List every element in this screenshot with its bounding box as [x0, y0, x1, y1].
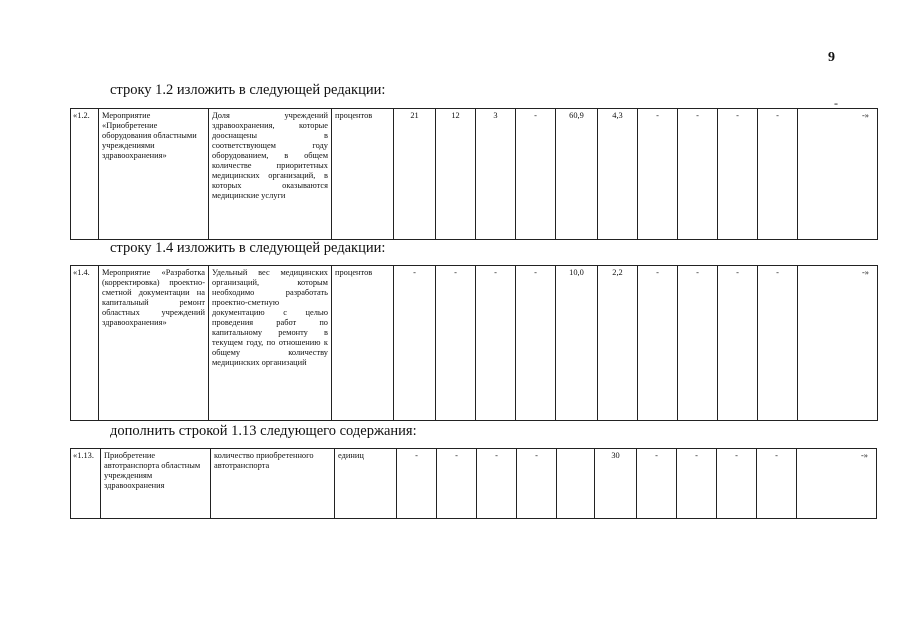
value-cell: -	[436, 266, 476, 421]
indicator-cell: Доля учреждений здравоохранения, которые дооснащены в соответствующем году оборудованием, в общем количестве приоритетных медицинских организаций, в которых оказываются медицинские услуги	[209, 109, 332, 240]
row-number: «1.4.	[71, 266, 99, 421]
unit-cell: единиц	[335, 449, 397, 519]
table-row	[71, 109, 878, 240]
page-number: 9	[828, 50, 835, 65]
value-cell: 21	[394, 109, 436, 240]
event-name-cell: Мероприятие «Приобретение оборудования областными учреждениями здравоохранения»	[99, 109, 209, 240]
value-cell: 10,0	[556, 266, 598, 421]
event-name-cell: Приобретение автотранспорта областным учреждениям здравоохранения	[101, 449, 211, 519]
value-cell: -	[638, 266, 678, 421]
value-cell: 3	[476, 109, 516, 240]
amendment-table	[70, 265, 878, 421]
value-cell: -»	[798, 266, 878, 421]
table-row	[71, 266, 878, 421]
value-cell: 60,9	[556, 109, 598, 240]
row-number: «1.2.	[71, 109, 99, 240]
amendment-table	[70, 448, 877, 519]
value-cell: -	[517, 449, 557, 519]
value-cell: -	[758, 109, 798, 240]
value-cell: -»	[797, 449, 877, 519]
value-cell: -	[477, 449, 517, 519]
value-cell: 2,2	[598, 266, 638, 421]
value-cell: -»	[798, 109, 878, 240]
value-cell: -	[638, 109, 678, 240]
value-cell: 12	[436, 109, 476, 240]
value-cell: -	[718, 266, 758, 421]
value-cell: 4,3	[598, 109, 638, 240]
value-cell: 30	[595, 449, 637, 519]
value-cell: -	[677, 449, 717, 519]
event-name-cell: Мероприятие «Разработка (корректировка) проектно-сметной документации на капитальный ремонт областных учреждений здравоохранения»	[99, 266, 209, 421]
amendment-table	[70, 108, 878, 240]
value-cell: -	[757, 449, 797, 519]
value-cell: -	[394, 266, 436, 421]
row-number: «1.13.	[71, 449, 101, 519]
corner-mark: -	[834, 96, 838, 110]
value-cell: -	[678, 109, 718, 240]
section-heading: дополнить строкой 1.13 следующего содержания:	[110, 423, 417, 439]
section-heading: строку 1.4 изложить в следующей редакции:	[110, 240, 386, 256]
value-cell: -	[476, 266, 516, 421]
value-cell: -	[397, 449, 437, 519]
value-cell: -	[637, 449, 677, 519]
value-cell: -	[717, 449, 757, 519]
unit-cell: процентов	[332, 109, 394, 240]
value-cell: -	[437, 449, 477, 519]
section-heading: строку 1.2 изложить в следующей редакции:	[110, 82, 386, 98]
indicator-cell: количество приобретенного автотранспорта	[211, 449, 335, 519]
value-cell: -	[758, 266, 798, 421]
value-cell: -	[718, 109, 758, 240]
table-row	[71, 449, 877, 519]
value-cell: -	[516, 266, 556, 421]
indicator-cell: Удельный вес медицинских организаций, которым необходимо разработать проектно-сметную документацию с целью проведения работ по капитальному ремонту в текущем году, по отношению к общему количеству медицинских организаций	[209, 266, 332, 421]
unit-cell: процентов	[332, 266, 394, 421]
value-cell	[557, 449, 595, 519]
value-cell: -	[678, 266, 718, 421]
value-cell: -	[516, 109, 556, 240]
